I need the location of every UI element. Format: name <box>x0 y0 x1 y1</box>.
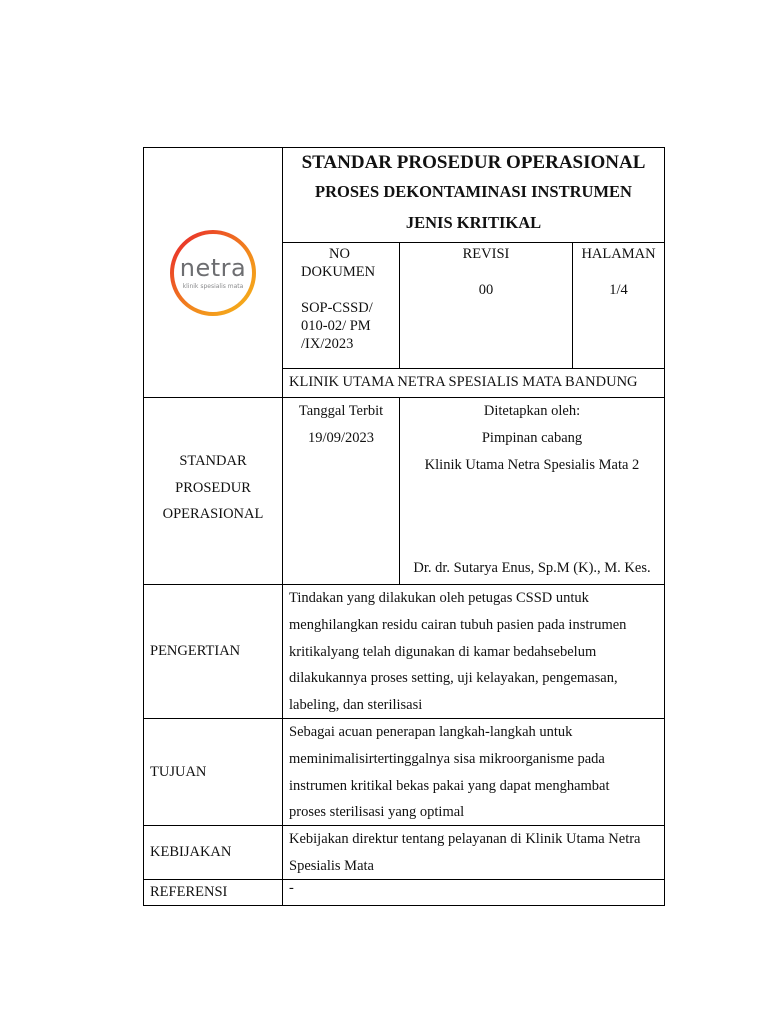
logo-tagline: klinik spesialis mata <box>182 282 244 290</box>
kebijakan-line: Kebijakan direktur tentang pelayanan di Klinik Utama Netra <box>289 831 641 847</box>
sop-label-2: PROSEDUR <box>175 479 251 496</box>
pengertian-label: PENGERTIAN <box>150 643 241 659</box>
sop-document <box>143 147 665 906</box>
clinic-name-cell <box>282 368 665 398</box>
tujuan-line: instrumen kritikal bekas pakai yang dapat menghambat <box>289 777 610 794</box>
ditetapkan-label: Ditetapkan oleh: <box>483 403 581 419</box>
pengertian-body-cell <box>282 584 665 719</box>
ditetapkan-cell <box>399 397 665 585</box>
referensi-label-cell <box>143 879 283 906</box>
no-value-1: SOP-CSSD/ <box>301 300 373 316</box>
sop-label-3: OPERASIONAL <box>162 506 264 522</box>
netra-logo <box>168 228 258 318</box>
pengertian-line: Tindakan yang dilakukan oleh petugas CSSD untuk <box>289 590 589 606</box>
sop-label-1: STANDAR <box>179 453 247 469</box>
pengertian-line: kritikalyang telah digunakan di kamar bedahsebelum <box>289 643 597 660</box>
tujuan-body-cell <box>282 718 665 826</box>
halaman-value: 1/4 <box>609 282 628 298</box>
kebijakan-label-cell <box>143 825 283 880</box>
no-value-2: 010-02/ PM <box>301 318 371 334</box>
tujuan-line: Sebagai acuan penerapan langkah-langkah untuk <box>289 724 573 740</box>
halaman-cell <box>572 242 665 369</box>
pimpinan-label: Pimpinan cabang <box>481 430 583 446</box>
referensi-value: - <box>289 880 294 896</box>
no-dokumen-cell <box>282 242 400 369</box>
tujuan-label-cell <box>143 718 283 826</box>
revisi-cell <box>399 242 573 369</box>
tanggal-terbit-cell <box>282 397 400 585</box>
no-value-3: /IX/2023 <box>301 336 354 352</box>
halaman-label: HALAMAN <box>581 246 656 262</box>
klinik-label: Klinik Utama Netra Spesialis Mata 2 <box>424 457 640 473</box>
tanggal-label: Tanggal Terbit <box>298 403 384 419</box>
logo-cell <box>143 147 283 398</box>
tujuan-line: meminimalisirtertinggalnya sisa mikroorganisme pada <box>289 750 605 767</box>
referensi-label: REFERENSI <box>150 884 228 900</box>
logo-brand-text: netra <box>179 253 247 282</box>
kebijakan-label: KEBIJAKAN <box>150 844 232 860</box>
no-label-2: DOKUMEN <box>301 264 376 280</box>
tujuan-line: proses sterilisasi yang optimal <box>289 804 465 821</box>
pengertian-line: labeling, dan sterilisasi <box>289 697 423 714</box>
kebijakan-body-cell <box>282 825 665 880</box>
pengertian-label-cell <box>143 584 283 719</box>
kebijakan-line: Spesialis Mata <box>289 857 374 874</box>
referensi-body-cell <box>282 879 665 906</box>
clinic-name: KLINIK UTAMA NETRA SPESIALIS MATA BANDUNG <box>289 374 638 390</box>
document-title: STANDAR PROSEDUR OPERASIONAL <box>301 152 646 173</box>
revisi-value: 00 <box>478 282 494 298</box>
revisi-label: REVISI <box>462 246 510 262</box>
title-cell <box>282 147 665 243</box>
tanggal-value: 19/09/2023 <box>307 430 375 446</box>
pengertian-line: menghilangkan residu cairan tubuh pasien pada instrumen <box>289 616 627 633</box>
document-subtitle-1: PROSES DEKONTAMINASI INSTRUMEN <box>315 182 632 201</box>
tujuan-label: TUJUAN <box>150 763 207 780</box>
sop-label-cell <box>143 397 283 585</box>
signatory-name: Dr. dr. Sutarya Enus, Sp.M (K)., M. Kes. <box>413 560 651 576</box>
no-label-1: NO <box>329 246 350 262</box>
document-subtitle-2: JENIS KRITIKAL <box>405 213 542 232</box>
pengertian-line: dilakukannya proses setting, uji kelayakan, pengemasan, <box>289 670 618 687</box>
